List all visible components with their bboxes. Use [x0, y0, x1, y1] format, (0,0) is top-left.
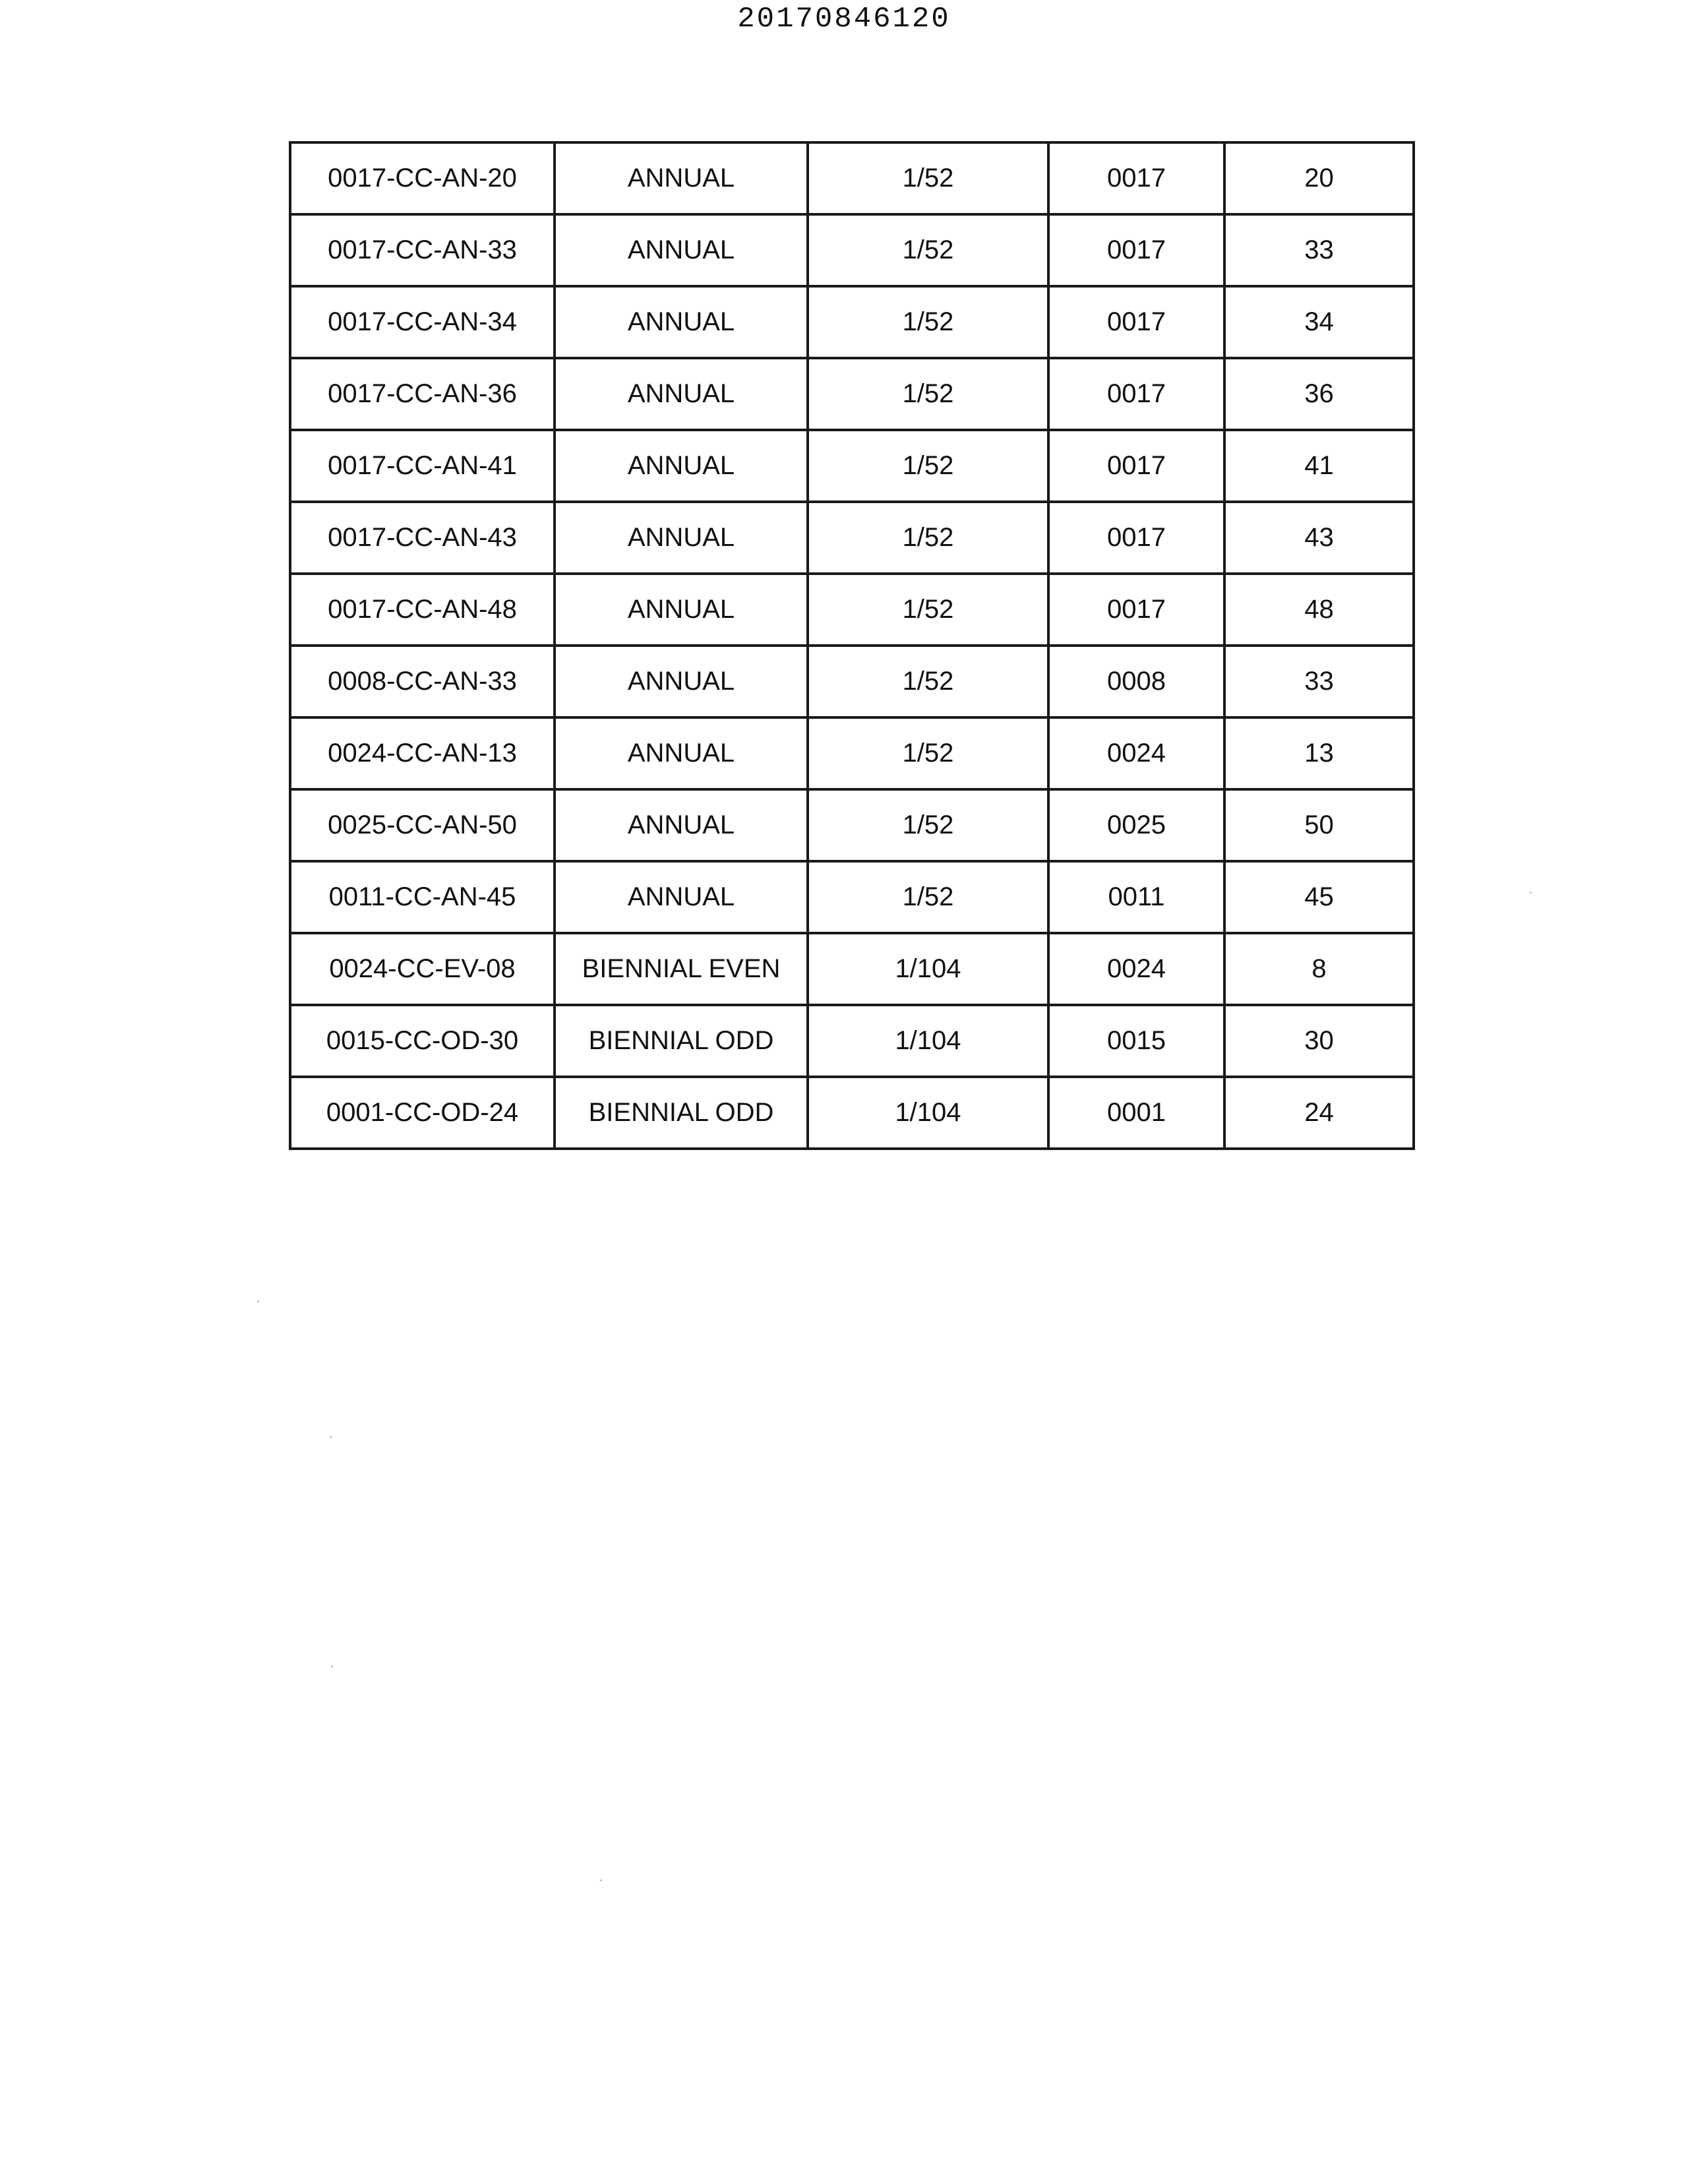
- ratio-cell: 1/52: [808, 286, 1048, 358]
- frequency-cell: ANNUAL: [555, 646, 808, 717]
- code-cell: 0024: [1048, 717, 1224, 789]
- code-cell: 0017: [1048, 574, 1224, 646]
- code-cell: 0025: [1048, 789, 1224, 861]
- table-row: [290, 214, 1414, 286]
- table-row: [290, 430, 1414, 502]
- table-row: [290, 933, 1414, 1005]
- number-cell: 13: [1224, 717, 1414, 789]
- ratio-cell: 1/104: [808, 1005, 1048, 1077]
- table-row: [290, 502, 1414, 574]
- number-cell: 48: [1224, 574, 1414, 646]
- code-cell: 0024: [1048, 933, 1224, 1005]
- record-id-cell: 0017-CC-AN-48: [290, 574, 555, 646]
- scan-speck: [1530, 892, 1532, 894]
- code-cell: 0011: [1048, 861, 1224, 933]
- code-cell: 0015: [1048, 1005, 1224, 1077]
- code-cell: 0017: [1048, 214, 1224, 286]
- table-row: [290, 142, 1414, 214]
- table-row: [290, 286, 1414, 358]
- record-id-cell: 0001-CC-OD-24: [290, 1077, 555, 1149]
- table-row: [290, 861, 1414, 933]
- ratio-cell: 1/52: [808, 142, 1048, 214]
- frequency-cell: BIENNIAL EVEN: [555, 933, 808, 1005]
- record-id-cell: 0011-CC-AN-45: [290, 861, 555, 933]
- record-id-cell: 0025-CC-AN-50: [290, 789, 555, 861]
- code-cell: 0017: [1048, 286, 1224, 358]
- frequency-cell: ANNUAL: [555, 574, 808, 646]
- record-id-cell: 0024-CC-EV-08: [290, 933, 555, 1005]
- record-id-cell: 0017-CC-AN-43: [290, 502, 555, 574]
- ratio-cell: 1/52: [808, 214, 1048, 286]
- record-id-cell: 0017-CC-AN-41: [290, 430, 555, 502]
- number-cell: 30: [1224, 1005, 1414, 1077]
- code-cell: 0001: [1048, 1077, 1224, 1149]
- code-cell: 0017: [1048, 358, 1224, 430]
- frequency-cell: ANNUAL: [555, 142, 808, 214]
- ratio-cell: 1/104: [808, 933, 1048, 1005]
- table-row: [290, 646, 1414, 717]
- code-cell: 0017: [1048, 502, 1224, 574]
- scan-speck: [257, 1300, 259, 1302]
- code-cell: 0017: [1048, 142, 1224, 214]
- number-cell: 24: [1224, 1077, 1414, 1149]
- code-cell: 0008: [1048, 646, 1224, 717]
- frequency-cell: ANNUAL: [555, 358, 808, 430]
- ratio-cell: 1/52: [808, 789, 1048, 861]
- records-table: [289, 141, 1415, 1150]
- ratio-cell: 1/52: [808, 861, 1048, 933]
- record-id-cell: 0024-CC-AN-13: [290, 717, 555, 789]
- ratio-cell: 1/52: [808, 358, 1048, 430]
- number-cell: 45: [1224, 861, 1414, 933]
- record-id-cell: 0017-CC-AN-20: [290, 142, 555, 214]
- record-id-cell: 0008-CC-AN-33: [290, 646, 555, 717]
- frequency-cell: ANNUAL: [555, 861, 808, 933]
- frequency-cell: ANNUAL: [555, 717, 808, 789]
- record-id-cell: 0017-CC-AN-34: [290, 286, 555, 358]
- number-cell: 50: [1224, 789, 1414, 861]
- record-id-cell: 0017-CC-AN-33: [290, 214, 555, 286]
- number-cell: 33: [1224, 646, 1414, 717]
- ratio-cell: 1/52: [808, 430, 1048, 502]
- scan-speck: [330, 1436, 332, 1438]
- frequency-cell: ANNUAL: [555, 286, 808, 358]
- ratio-cell: 1/52: [808, 646, 1048, 717]
- table-row: [290, 574, 1414, 646]
- table-row: [290, 1005, 1414, 1077]
- frequency-cell: BIENNIAL ODD: [555, 1077, 808, 1149]
- record-id-cell: 0017-CC-AN-36: [290, 358, 555, 430]
- table-row: [290, 789, 1414, 861]
- number-cell: 33: [1224, 214, 1414, 286]
- ratio-cell: 1/52: [808, 574, 1048, 646]
- frequency-cell: ANNUAL: [555, 430, 808, 502]
- record-id-cell: 0015-CC-OD-30: [290, 1005, 555, 1077]
- scan-speck: [600, 1879, 602, 1881]
- number-cell: 8: [1224, 933, 1414, 1005]
- number-cell: 43: [1224, 502, 1414, 574]
- scan-speck: [331, 1666, 333, 1668]
- table-row: [290, 717, 1414, 789]
- number-cell: 41: [1224, 430, 1414, 502]
- frequency-cell: ANNUAL: [555, 789, 808, 861]
- code-cell: 0017: [1048, 430, 1224, 502]
- number-cell: 34: [1224, 286, 1414, 358]
- document-number: 20170846120: [737, 3, 951, 36]
- ratio-cell: 1/104: [808, 1077, 1048, 1149]
- table-row: [290, 1077, 1414, 1149]
- ratio-cell: 1/52: [808, 502, 1048, 574]
- frequency-cell: ANNUAL: [555, 214, 808, 286]
- frequency-cell: BIENNIAL ODD: [555, 1005, 808, 1077]
- table-row: [290, 358, 1414, 430]
- number-cell: 20: [1224, 142, 1414, 214]
- number-cell: 36: [1224, 358, 1414, 430]
- ratio-cell: 1/52: [808, 717, 1048, 789]
- frequency-cell: ANNUAL: [555, 502, 808, 574]
